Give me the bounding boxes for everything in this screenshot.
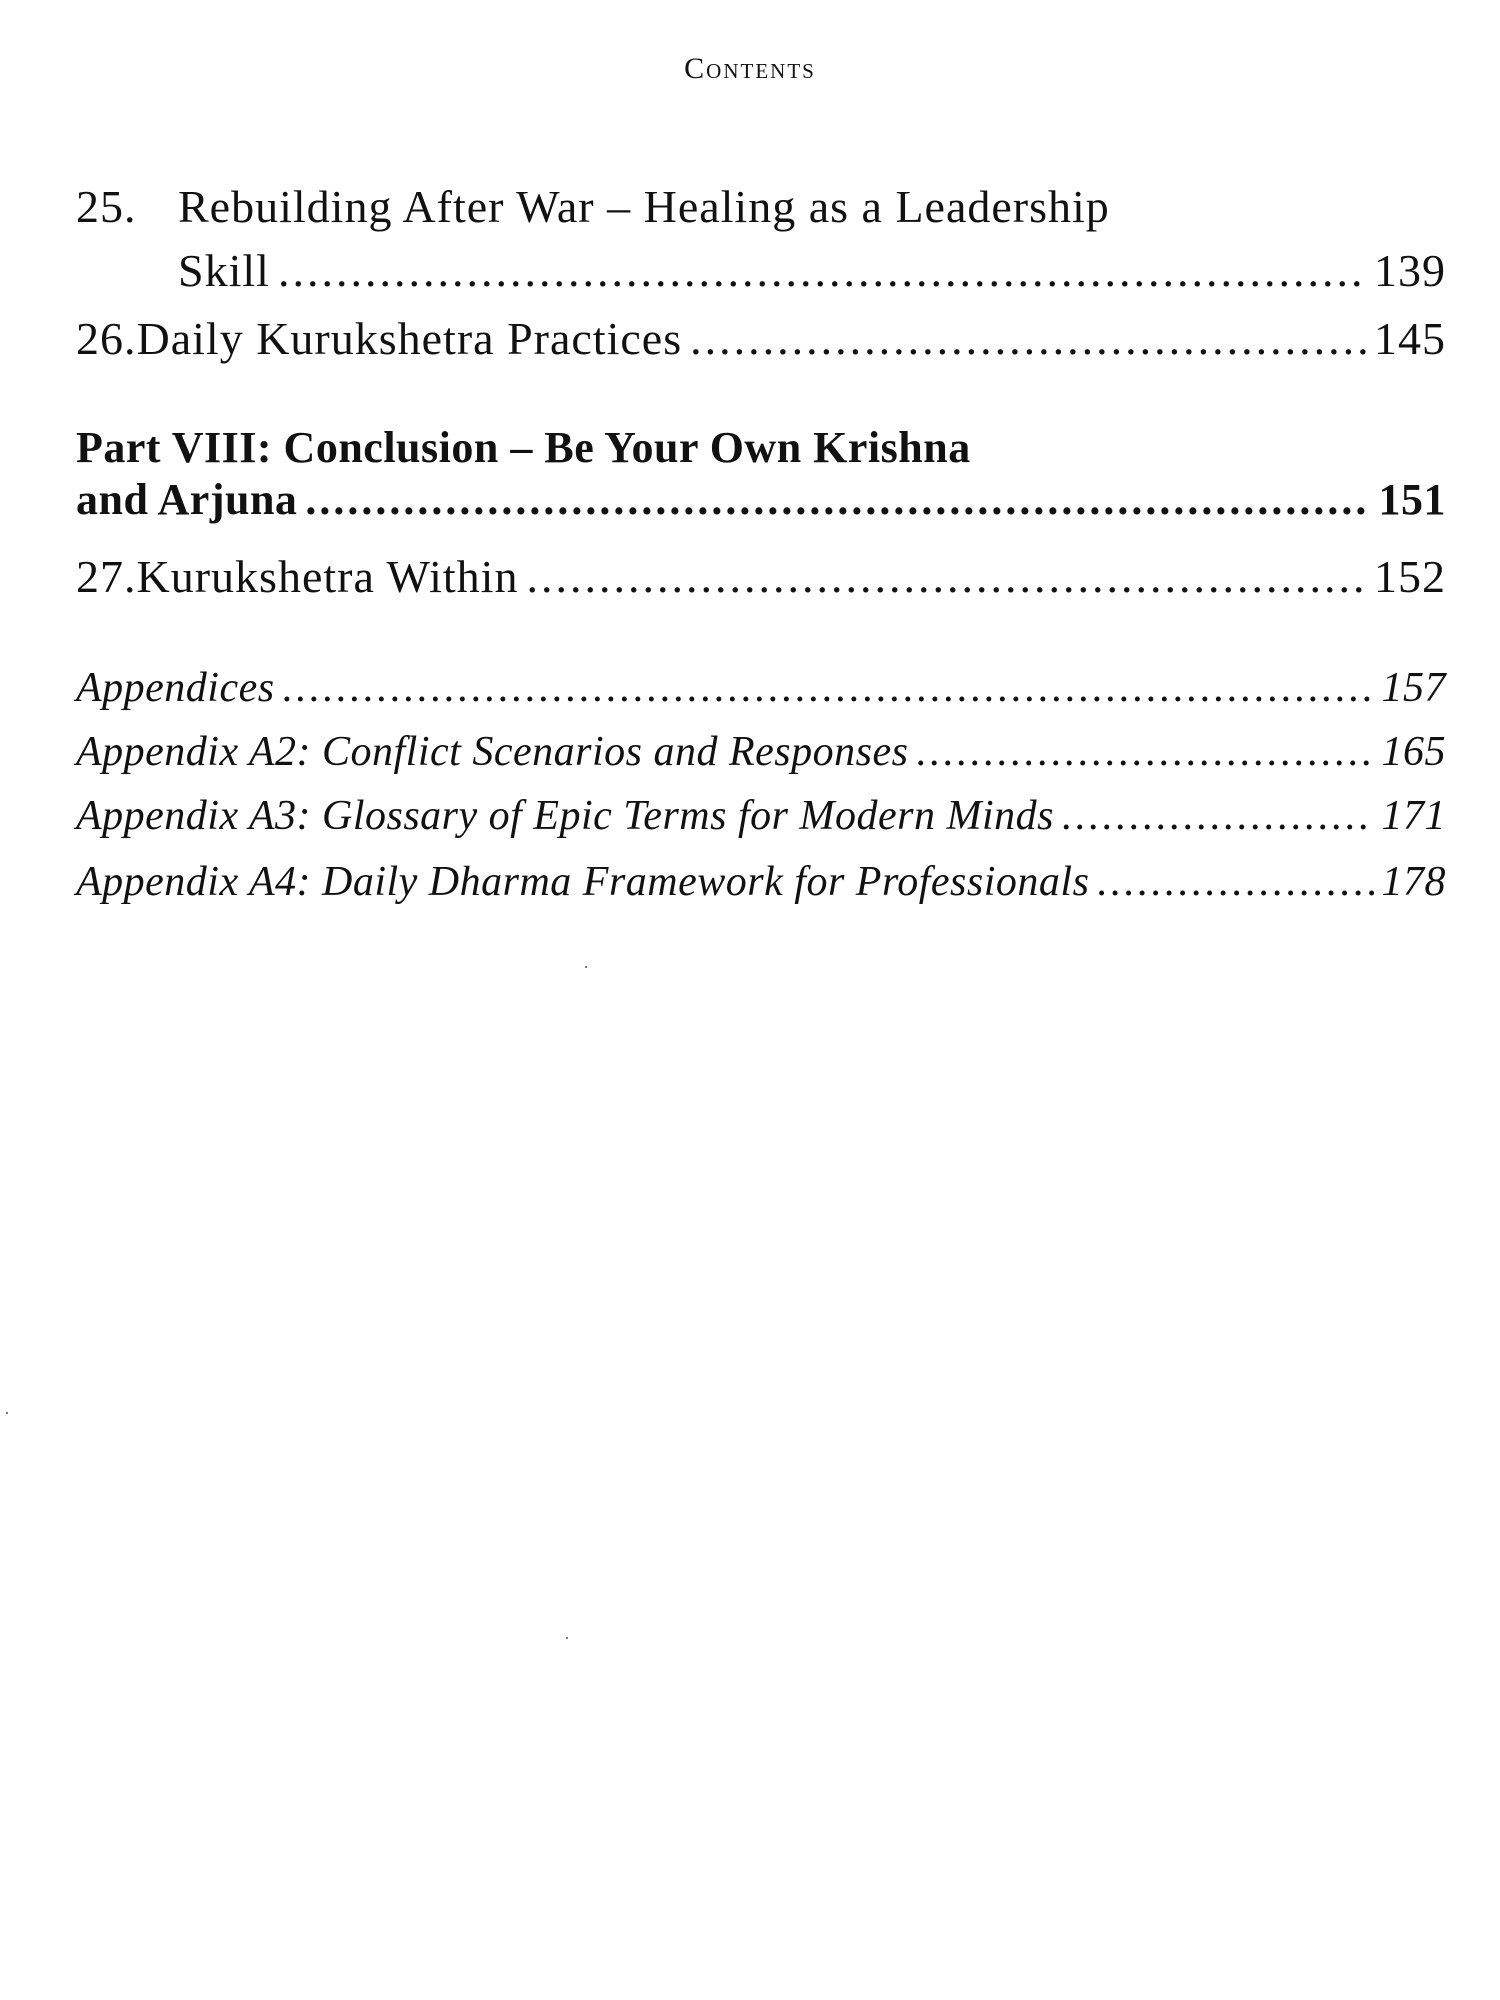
page-number: 152 (1374, 551, 1446, 602)
dot-leader (690, 312, 1366, 365)
chapter-number: 27. (76, 551, 137, 602)
page-number: 178 (1381, 859, 1446, 905)
page-number: 157 (1381, 665, 1446, 711)
appendix-title: Appendices (76, 665, 275, 711)
appendix-title: Appendix A4: Daily Dharma Framework for Professionals (76, 859, 1090, 905)
toc-entry-appendix-a2 (76, 728, 1446, 776)
part-title-continued: and Arjuna (76, 475, 298, 524)
toc-entry-25-line2 (178, 244, 1446, 297)
chapter-title-continued: Skill (178, 245, 270, 296)
dot-leader (1062, 792, 1374, 840)
page-number: 165 (1381, 729, 1446, 775)
part-heading-line2 (76, 474, 1446, 525)
page-number: 139 (1374, 245, 1446, 296)
toc-entry-25-line1 (76, 180, 1446, 233)
toc-entry-appendices (76, 664, 1446, 712)
toc-entry-27 (76, 550, 1446, 603)
dot-leader (916, 728, 1373, 776)
chapter-title: Rebuilding After War – Healing as a Leadership (178, 181, 1110, 232)
dot-leader (283, 664, 1374, 712)
scan-speck (566, 1637, 568, 1639)
dot-leader (305, 474, 1370, 525)
scan-speck (585, 966, 587, 968)
page-number: 171 (1381, 793, 1446, 839)
scan-speck (6, 1412, 8, 1414)
dot-leader (526, 550, 1366, 603)
page-number: 145 (1374, 313, 1446, 364)
chapter-number: 25. (76, 181, 137, 232)
chapter-number: 26. (76, 313, 137, 364)
page-number: 151 (1378, 475, 1446, 524)
toc-entry-26 (76, 312, 1446, 365)
dot-leader (1097, 858, 1373, 906)
toc-entry-appendix-a3 (76, 792, 1446, 840)
chapter-title: Kurukshetra Within (136, 551, 519, 602)
toc-entry-appendix-a4 (76, 858, 1446, 906)
appendix-title: Appendix A2: Conflict Scenarios and Responses (76, 729, 909, 775)
dot-leader (278, 244, 1366, 297)
running-head: Contents (684, 52, 816, 85)
chapter-title: Daily Kurukshetra Practices (136, 313, 683, 364)
part-heading-line1: Part VIII: Conclusion – Be Your Own Krishna (76, 423, 971, 472)
appendix-title: Appendix A3: Glossary of Epic Terms for Modern Minds (76, 793, 1054, 839)
